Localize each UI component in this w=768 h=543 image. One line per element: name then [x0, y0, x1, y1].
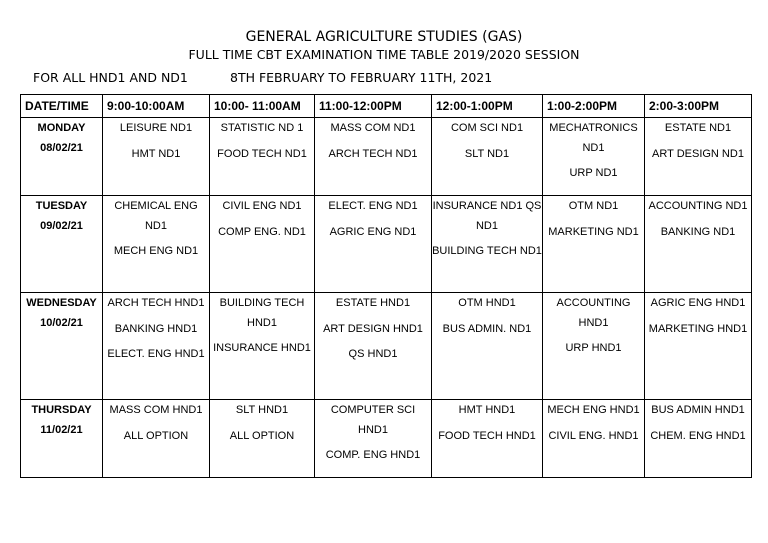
exam-entry: COMP ENG. ND1 [218, 225, 306, 238]
exam-entry: INSURANCE HND1 [213, 342, 311, 354]
exam-entry: BUS ADMIN. ND1 [442, 322, 532, 335]
exam-entry: ESTATE HND1 [335, 297, 411, 309]
slot-cell [103, 400, 210, 478]
timetable [20, 94, 752, 478]
exam-entry: MECHATRONICS ND1 [549, 122, 638, 154]
exam-entry: URP HND1 [565, 342, 622, 354]
slot-cell [543, 293, 645, 400]
day-date: 10/02/21 [40, 316, 83, 329]
slot-cell [210, 196, 315, 293]
exam-entry: MARKETING HND1 [648, 322, 748, 335]
exam-entry: ALL OPTION [229, 429, 295, 442]
slot-cell [543, 118, 645, 196]
column-header: 11:00-12:00PM [315, 95, 432, 118]
day-name: TUESDAY [35, 200, 88, 212]
slot-cell [543, 196, 645, 293]
exam-entry: OTM ND1 [568, 200, 619, 212]
exam-entry: HMT ND1 [131, 147, 181, 160]
slot-cell [432, 118, 543, 196]
exam-entry: MARKETING ND1 [548, 225, 639, 238]
day-date: 09/02/21 [40, 219, 83, 232]
exam-entry: FOOD TECH ND1 [217, 147, 307, 160]
exam-entry: ARCH TECH HND1 [107, 297, 205, 309]
column-header: 12:00-1:00PM [432, 95, 543, 118]
column-header: 10:00- 11:00AM [210, 95, 315, 118]
day-date: 11/02/21 [40, 423, 83, 436]
exam-entry: FOOD TECH HND1 [438, 429, 536, 442]
exam-entry: ART DESIGN HND1 [323, 322, 423, 335]
table-row [21, 196, 752, 293]
document-subtitle: FULL TIME CBT EXAMINATION TIME TABLE 2019/2020 SESSION [188, 47, 580, 62]
exam-entry: COM SCI ND1 [450, 122, 524, 134]
exam-entry: CHEM. ENG HND1 [650, 429, 746, 442]
exam-entry: ARCH TECH ND1 [328, 147, 418, 160]
slot-cell [103, 293, 210, 400]
exam-entry: QS HND1 [348, 348, 398, 360]
slot-cell [103, 196, 210, 293]
day-date: 08/02/21 [40, 141, 83, 154]
exam-entry: LEISURE ND1 [119, 122, 193, 134]
column-header: DATE/TIME [21, 95, 103, 118]
date-range: 8TH FEBRUARY TO FEBRUARY 11TH, 2021 [230, 70, 493, 85]
day-name: WEDNESDAY [26, 297, 97, 309]
exam-entry: BUILDING TECH ND1 [432, 245, 542, 257]
exam-entry: ACCOUNTING HND1 [556, 297, 631, 329]
slot-cell [432, 196, 543, 293]
exam-entry: ELECT. ENG ND1 [328, 200, 418, 212]
exam-entry: ESTATE ND1 [664, 122, 732, 134]
audience-note: FOR ALL HND1 AND ND1 [33, 70, 188, 85]
slot-cell [315, 400, 432, 478]
exam-entry: INSURANCE ND1 QS ND1 [432, 200, 542, 232]
exam-entry: SLT HND1 [235, 404, 289, 416]
slot-cell [645, 196, 752, 293]
slot-cell [315, 118, 432, 196]
exam-entry: OTM HND1 [458, 297, 516, 309]
exam-entry: COMP. ENG HND1 [325, 449, 421, 461]
document-title: GENERAL AGRICULTURE STUDIES (GAS) [245, 29, 523, 45]
table-row [21, 400, 752, 478]
slot-cell [210, 118, 315, 196]
exam-entry: STATISTIC ND 1 [220, 122, 304, 134]
exam-entry: MECH ENG ND1 [113, 245, 199, 257]
slot-cell [645, 400, 752, 478]
exam-entry: CIVIL ENG ND1 [222, 200, 302, 212]
exam-entry: HMT HND1 [458, 404, 516, 416]
slot-cell [645, 118, 752, 196]
exam-entry: ALL OPTION [123, 429, 189, 442]
exam-entry: AGRIC ENG ND1 [329, 225, 417, 238]
header-row [21, 95, 752, 118]
slot-cell [103, 118, 210, 196]
exam-entry: BANKING ND1 [660, 225, 736, 238]
slot-cell [315, 293, 432, 400]
day-cell [21, 400, 103, 478]
exam-entry: CHEMICAL ENG ND1 [114, 200, 198, 232]
column-header: 9:00-10:00AM [103, 95, 210, 118]
exam-entry: ELECT. ENG HND1 [107, 348, 205, 360]
column-header: 2:00-3:00PM [645, 95, 752, 118]
day-name: THURSDAY [31, 404, 92, 416]
exam-entry: AGRIC ENG HND1 [650, 297, 746, 309]
exam-entry: ART DESIGN ND1 [652, 147, 744, 160]
table-row [21, 118, 752, 196]
column-header: 1:00-2:00PM [543, 95, 645, 118]
day-cell [21, 118, 103, 196]
exam-entry: CIVIL ENG. HND1 [548, 429, 639, 442]
slot-cell [645, 293, 752, 400]
slot-cell [432, 400, 543, 478]
day-cell [21, 293, 103, 400]
day-cell [21, 196, 103, 293]
slot-cell [543, 400, 645, 478]
exam-entry: BUS ADMIN HND1 [651, 404, 745, 416]
exam-entry: ACCOUNTING ND1 [648, 200, 748, 212]
exam-entry: COMPUTER SCI HND1 [330, 404, 416, 436]
slot-cell [315, 196, 432, 293]
slot-cell [210, 400, 315, 478]
exam-entry: BANKING HND1 [114, 322, 198, 335]
slot-cell [210, 293, 315, 400]
table-row [21, 293, 752, 400]
exam-entry: MASS COM ND1 [330, 122, 416, 134]
exam-entry: MECH ENG HND1 [547, 404, 640, 416]
exam-entry: URP ND1 [569, 167, 618, 179]
exam-entry: BUILDING TECH HND1 [219, 297, 305, 329]
exam-entry: MASS COM HND1 [109, 404, 203, 416]
slot-cell [432, 293, 543, 400]
exam-entry: SLT ND1 [464, 147, 510, 160]
day-name: MONDAY [37, 122, 86, 134]
